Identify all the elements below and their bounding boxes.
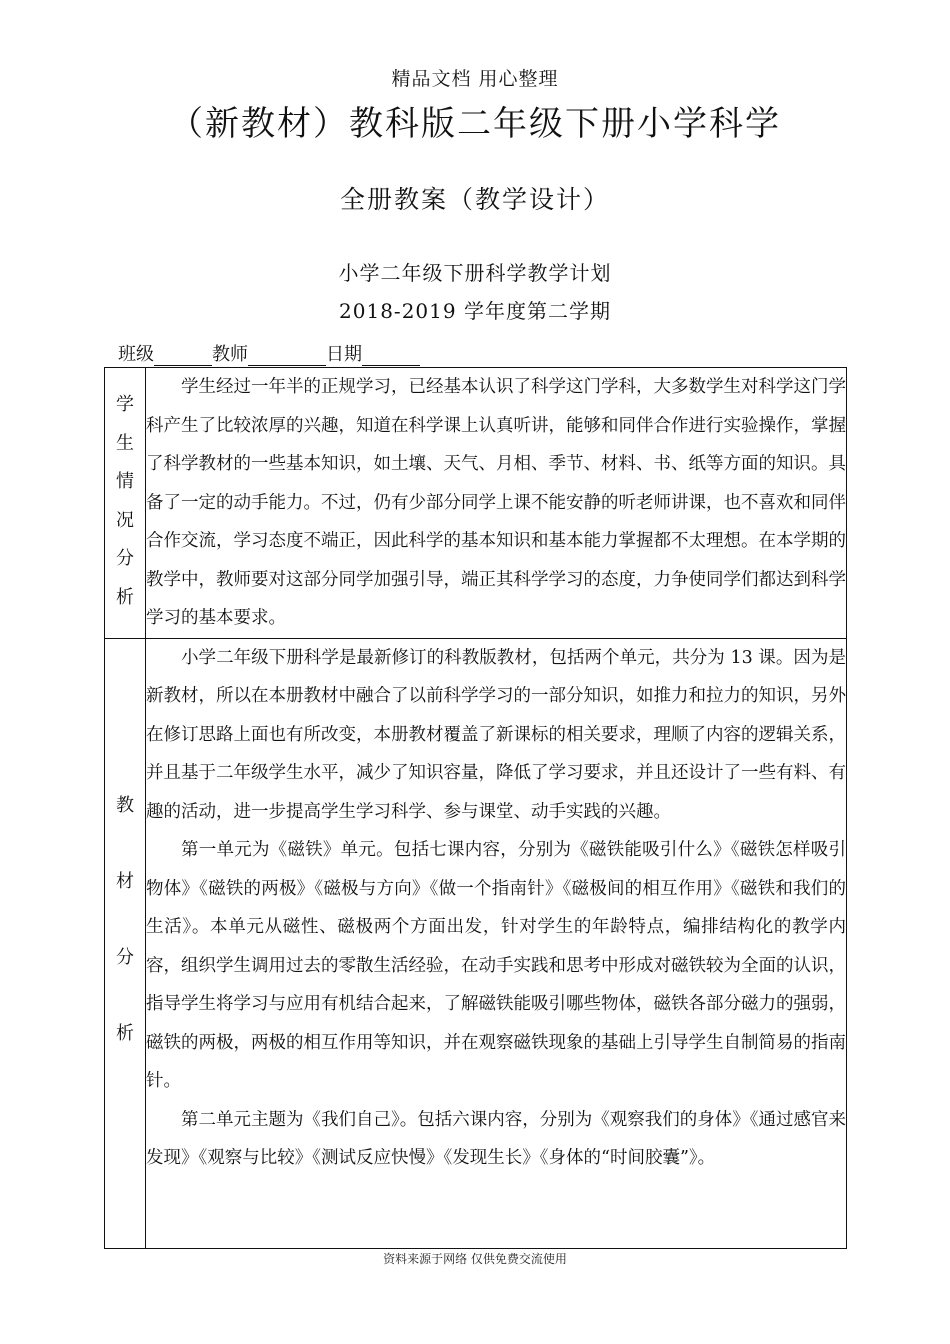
- label-char: 析: [116, 1022, 134, 1044]
- label-char: 况: [116, 509, 134, 531]
- plan-table: [104, 367, 847, 1249]
- label-char: 情: [116, 471, 134, 492]
- date-label: 日期: [326, 344, 362, 365]
- paragraph: 第二单元主题为《我们自己》。包括六课内容，分别为《观察我们的身体》《通过感官来发现》《观察与比较》《测试反应快慢》《发现生长》《身体的“时间胶囊”》。: [146, 1109, 846, 1168]
- label-char: 材: [116, 870, 134, 892]
- material-analysis-label: [105, 638, 146, 1248]
- document-title: （新教材）教科版二年级下册小学科学: [169, 104, 781, 144]
- label-char: 学: [116, 394, 134, 415]
- student-analysis-label: [105, 368, 146, 639]
- student-analysis-row: [105, 368, 847, 639]
- label-char: 分: [116, 946, 134, 968]
- paragraph: 第一单元为《磁铁》单元。包括七课内容，分别为《磁铁能吸引什么》《磁铁怎样吸引物体》《磁铁的两极》《磁极与方向》《做一个指南针》《磁极间的相互作用》《磁铁和我们的生活》。本单元从磁性、磁极两个方面出发，针对学生的年龄特点，编排结构化的教学内容，组织学生调用过去的零散生活经验，在动手实践和思考中形成对磁铁较为全面的认识，指导学生将学习与应用有机结合起来，了解磁铁能吸引哪些物体，磁铁各部分磁力的强弱，磁铁的两极，两极的相互作用等知识，并在观察磁铁现象的基础上引导学生自制简易的指南针。: [146, 840, 846, 1091]
- meta-row: [118, 340, 420, 366]
- document-subtitle: 全册教案（教学设计）: [339, 185, 610, 214]
- class-label: 班级: [118, 344, 154, 365]
- label-char: 析: [116, 586, 134, 608]
- paragraph: 小学二年级下册科学是最新修订的科教版教材，包括两个单元，共分为 13 课。因为是新教材，所以在本册教材中融合了以前科学学习的一部分知识，如推力和拉力的知识，另外在修订思路上面也有所改变，本册教材覆盖了新课标的相关要求，理顺了内容的逻辑关系，并且基于二年级学生水平，减少了知识容量，降低了学习要求，并且还设计了一些有料、有趣的活动，进一步提高学生学习科学、参与课堂、动手实践的兴趣。: [146, 647, 846, 822]
- material-analysis-row: [105, 638, 847, 1248]
- student-analysis-content: [146, 368, 847, 639]
- top-note: 精品文档 用心整理: [391, 68, 559, 90]
- label-char: 教: [116, 794, 134, 816]
- teacher-blank: [248, 345, 326, 366]
- label-char: 生: [116, 432, 134, 454]
- label-char: 分: [116, 548, 134, 569]
- material-analysis-content: [146, 638, 847, 1248]
- teacher-label: 教师: [212, 344, 248, 365]
- date-blank: [362, 345, 420, 366]
- school-year: 2018-2019 学年度第二学期: [339, 299, 611, 323]
- paragraph: 学生经过一年半的正规学习，已经基本认识了科学这门学科，大多数学生对科学这门学科产生了比较浓厚的兴趣，知道在科学课上认真听讲，能够和同伴合作进行实验操作，掌握了科学教材的一些基本知识，如土壤、天气、月相、季节、材料、书、纸等方面的知识。具备了一定的动手能力。不过，仍有少部分同学上课不能安静的听老师讲课，也不喜欢和同伴合作交流，学习态度不端正，因此科学的基本知识和基本能力掌握都不太理想。在本学期的教学中，教师要对这部分同学加强引导，端正其科学学习的态度，力争使同学们都达到科学学习的基本要求。: [146, 377, 846, 628]
- plan-title: 小学二年级下册科学教学计划: [338, 261, 612, 285]
- footer-note: 资料来源于网络 仅供免费交流使用: [383, 1252, 567, 1266]
- class-blank: [154, 345, 212, 366]
